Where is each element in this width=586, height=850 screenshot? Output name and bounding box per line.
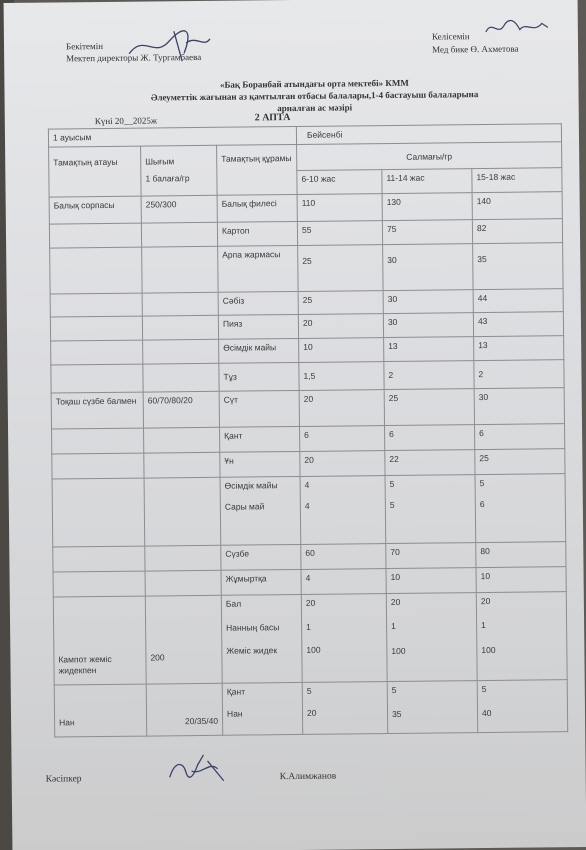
table-row [53,592,567,685]
ingredient-name: Нан [226,708,243,719]
dish-cell [51,340,143,365]
portion-cell [144,477,221,546]
dish-cell [53,571,145,597]
value: 1 [481,620,486,631]
value-cell: 140 [472,192,562,220]
value: 4 [304,479,310,490]
value: 5 [306,685,312,696]
value-cell: 6 [475,424,565,450]
value-cell: 10 [386,568,476,594]
value-cell: 20 [300,451,385,477]
nurse-name: Мед бике Ө. Ахметова [432,43,519,55]
portion-cell [145,570,221,596]
director-name: Мектеп директоры Ж. Тургамбаева [66,51,202,64]
value: 35 [391,708,402,719]
value-cell: 2 [474,360,564,389]
value: 4 [304,500,310,511]
agreed-label: Келісемін [431,31,470,42]
ingredient-name: Жеміс жидек [226,645,278,656]
dish-cell [49,223,141,248]
portion-cell [144,427,220,453]
document-title [64,75,564,116]
portion-cell [142,292,218,316]
value: 5 [391,684,397,696]
value-cell [477,680,568,733]
value: 100 [481,644,496,656]
dish-cell [51,364,143,393]
ingredient-cell: Өсімдік майы [219,338,299,363]
table-row [52,474,566,547]
value: 100 [306,644,321,655]
footer-entrepreneur-label: Кәсіпкер [45,774,82,785]
shift-cell: 1 ауысым [48,126,296,147]
value-cell: 1,5 [299,362,384,391]
value-cell: 25 [475,449,565,475]
value-cell: 10 [476,567,566,593]
portion-cell [143,339,219,364]
table-row [54,680,568,737]
ingredient-cell: Тұз [219,362,299,391]
value-cell: 82 [472,219,562,244]
value-cell [301,594,387,683]
dish-cell [52,428,144,454]
value-cell [386,593,477,682]
value: 5 [479,478,485,489]
ingredient-cell [220,476,301,545]
dish-cell [52,478,145,547]
value-cell [302,682,388,735]
approved-label: Бекітемін [65,40,104,52]
value: 20 [306,707,317,718]
ingredient-name: Қант [226,686,246,697]
value-cell: 13 [384,337,474,362]
value: 5 [481,684,487,695]
portion-cell [142,246,218,293]
day-cell: Бейсенбі [296,124,561,145]
value-cell: 35 [473,243,563,290]
ingredient-cell: Пияз [218,314,298,339]
value: 40 [481,707,492,719]
portion-cell [144,452,220,478]
ingredient-cell [221,594,302,683]
value-cell: 13 [474,336,564,361]
value-cell: 130 [382,193,472,221]
value: 20 [480,595,491,607]
value: 1 [391,620,396,632]
value-cell: 60 [301,544,386,570]
value-cell: 22 [385,450,475,476]
header-content: Тамақтың құрамы [217,144,298,195]
portion-cell [142,315,218,340]
value-cell [475,474,566,543]
ingredient-cell: Балық филесі [217,194,297,222]
ingredient-name: Нанның басы [226,622,280,633]
value-cell: 4 [301,569,386,595]
dish-cell [50,316,142,341]
value-cell: 80 [476,542,566,568]
ingredient-cell [222,682,303,735]
footer-entrepreneur-name: К.Алимжанов [279,771,337,783]
value-cell [385,475,476,544]
ingredient-cell: Жұмыртқа [221,569,301,595]
value-cell: 25 [298,245,383,292]
portion-cell: 200 [145,595,222,684]
ingredient-name: Сары май [224,501,265,512]
header-food: Тамақтың атауы [49,146,142,197]
value-cell: 70 [386,543,476,569]
header-age3: 15-18 жас [472,168,562,193]
value-cell [300,476,386,545]
ingredient-cell: Арпа жармасы [218,245,298,292]
ingredient-name: Өсімдік майы [224,480,278,491]
menu-purpose: Әлеуметтік жағынан аз қамтылған отбасы балалары,1-4 бастауыш балаларына [150,89,479,103]
value: 6 [479,499,485,510]
dish-cell: Балық сорпасы [49,196,141,224]
value-cell: 30 [383,290,473,314]
menu-table [48,123,568,737]
value-cell [476,592,567,681]
dish-cell [53,546,145,572]
header-age2: 11-14 жас [382,169,472,194]
ingredient-cell: Картоп [217,221,297,246]
value-cell: 110 [297,194,382,222]
header-portion-a: Шығым [145,156,175,167]
dish-cell [52,453,144,479]
value: 1 [306,621,311,632]
value-cell: 43 [473,312,563,337]
value-cell: 10 [299,338,384,363]
header-age1: 6-10 жас [297,170,382,195]
portion-cell [143,363,219,392]
ingredient-cell: Сүзбе [221,544,301,570]
value-cell: 44 [473,289,563,313]
value-cell: 25 [298,291,383,315]
table-row [51,388,564,429]
ingredient-name: Бал [225,598,242,609]
ingredient-cell: Сәбіз [218,291,298,315]
portion-cell [145,545,221,571]
value-cell: 55 [297,221,382,246]
ingredient-cell: Қант [220,426,300,452]
portion-cell: 250/300 [141,195,217,223]
dish-cell: Тоқаш сүзбе балмен [51,392,143,429]
value-cell: 25 [384,389,474,426]
value-cell: 20 [298,314,383,339]
value-cell: 20 [299,390,384,427]
dish-cell [50,247,142,294]
ingredient-cell: Ұн [220,451,300,477]
value-cell: 30 [383,244,473,291]
header-portion [141,145,218,196]
value-cell: 6 [300,426,385,452]
value-cell: 6 [385,425,475,451]
portion-cell: 20/35/40 [146,683,223,736]
menu-purpose-2: арналған ас мәзірі [277,102,353,114]
dish-cell: Кампот жеміс жидекпен [53,596,146,685]
table-row [50,243,563,294]
entrepreneur-signature-icon [161,751,231,786]
nurse-signature-icon [482,15,552,40]
ingredient-cell: Сүт [219,390,299,427]
value: 20 [305,597,316,608]
document-page [4,0,586,850]
document-date: Күні 20__2025ж [94,115,158,127]
school-name: «Бақ Боранбай атындағы орта мектебі» КММ [219,77,409,90]
value-cell: 30 [383,313,473,338]
dish-cell: Нан [54,684,147,737]
portion-cell [141,222,217,247]
value: 100 [391,645,406,657]
header-portion-b: 1 балаға/гр [145,173,190,184]
value: 5 [389,499,395,511]
value-cell [387,681,478,734]
portion-cell: 60/70/80/20 [143,391,219,428]
value: 5 [389,478,395,490]
value-cell: 30 [474,388,564,425]
header-weight: Салмағы/гр [297,142,562,171]
week-label: 2 АПТА [254,112,291,124]
director-signature-icon [124,23,214,64]
value-cell: 2 [384,361,474,390]
dish-cell [50,293,142,317]
value: 20 [390,596,401,608]
value-cell: 75 [382,220,472,245]
